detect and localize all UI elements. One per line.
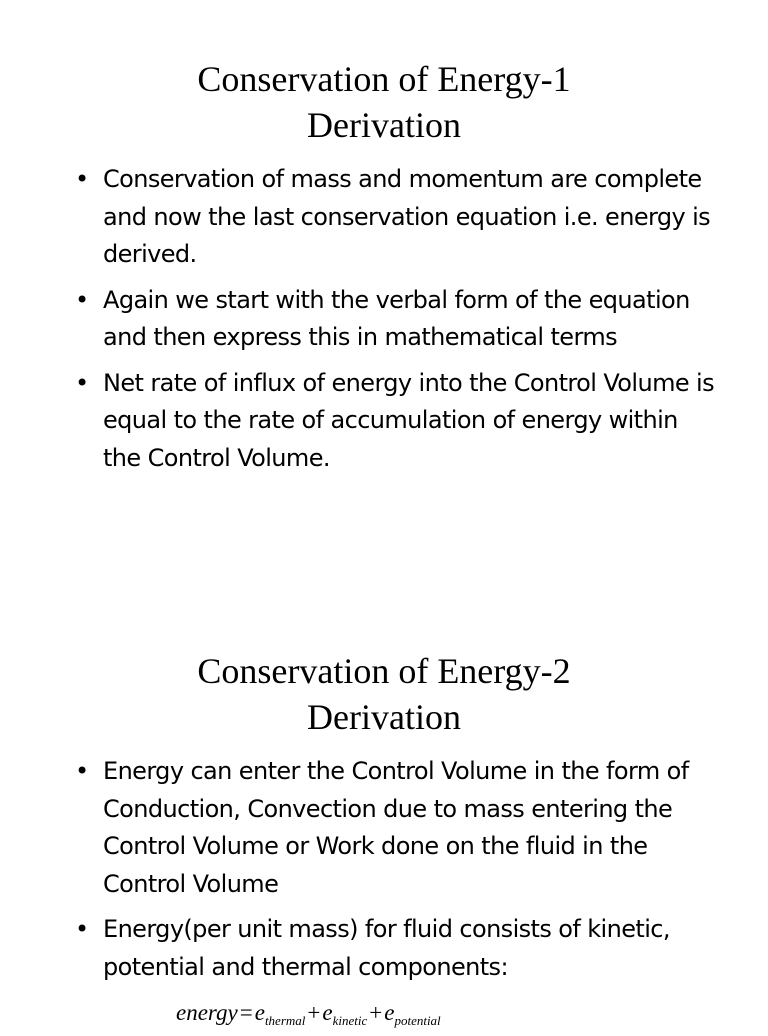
equation-term-thermal: e bbox=[254, 1000, 265, 1025]
bullet-item bbox=[75, 161, 715, 274]
equation-sub-potential: potential bbox=[394, 1013, 441, 1028]
title-line-2: Derivation bbox=[307, 697, 461, 737]
title-line-2: Derivation bbox=[307, 105, 461, 145]
bullet-list bbox=[75, 753, 715, 994]
bullet-icon: • bbox=[75, 757, 89, 785]
bullet-icon: • bbox=[75, 165, 89, 193]
bullet-text: Energy can enter the Control Volume in the form of Conduction, Convection due to mass entering the Control Volume or Work done on the fluid in the Control Volume bbox=[103, 757, 689, 898]
equation-sub-thermal: thermal bbox=[264, 1013, 306, 1028]
equation-equals: = bbox=[239, 1000, 253, 1025]
slide-title bbox=[0, 648, 768, 740]
bullet-text: Energy(per unit mass) for fluid consists of kinetic, potential and thermal components: bbox=[103, 915, 670, 981]
equation-term-kinetic: e bbox=[322, 1000, 333, 1025]
bullet-icon: • bbox=[75, 285, 89, 314]
equation-term-potential: e bbox=[384, 1000, 395, 1025]
bullet-item bbox=[75, 911, 715, 986]
bullet-item bbox=[75, 753, 715, 903]
equation-lhs: energy bbox=[176, 1000, 238, 1025]
bullet-list bbox=[75, 161, 715, 485]
slide-2 bbox=[0, 592, 768, 1028]
title-line-1: Conservation of Energy-1 bbox=[197, 59, 571, 99]
equation-plus: + bbox=[307, 1000, 321, 1025]
equation-sub-kinetic: kinetic bbox=[332, 1013, 368, 1028]
bullet-icon: • bbox=[75, 368, 89, 397]
bullet-item bbox=[75, 282, 715, 357]
bullet-text: Conservation of mass and momentum are complete and now the last conservation equation i.e. energy is derived. bbox=[103, 165, 711, 268]
bullet-text: Net rate of influx of energy into the Control Volume is equal to the rate of accumulation of energy within the Control Volume. bbox=[103, 368, 715, 472]
energy-equation bbox=[176, 998, 441, 1036]
slide-title bbox=[0, 56, 768, 148]
bullet-text: Again we start with the verbal form of the equation and then express this in mathematical terms bbox=[103, 285, 690, 351]
title-line-1: Conservation of Energy-2 bbox=[197, 651, 571, 691]
bullet-icon: • bbox=[75, 915, 89, 943]
bullet-item bbox=[75, 365, 715, 478]
equation-plus: + bbox=[369, 1000, 383, 1025]
